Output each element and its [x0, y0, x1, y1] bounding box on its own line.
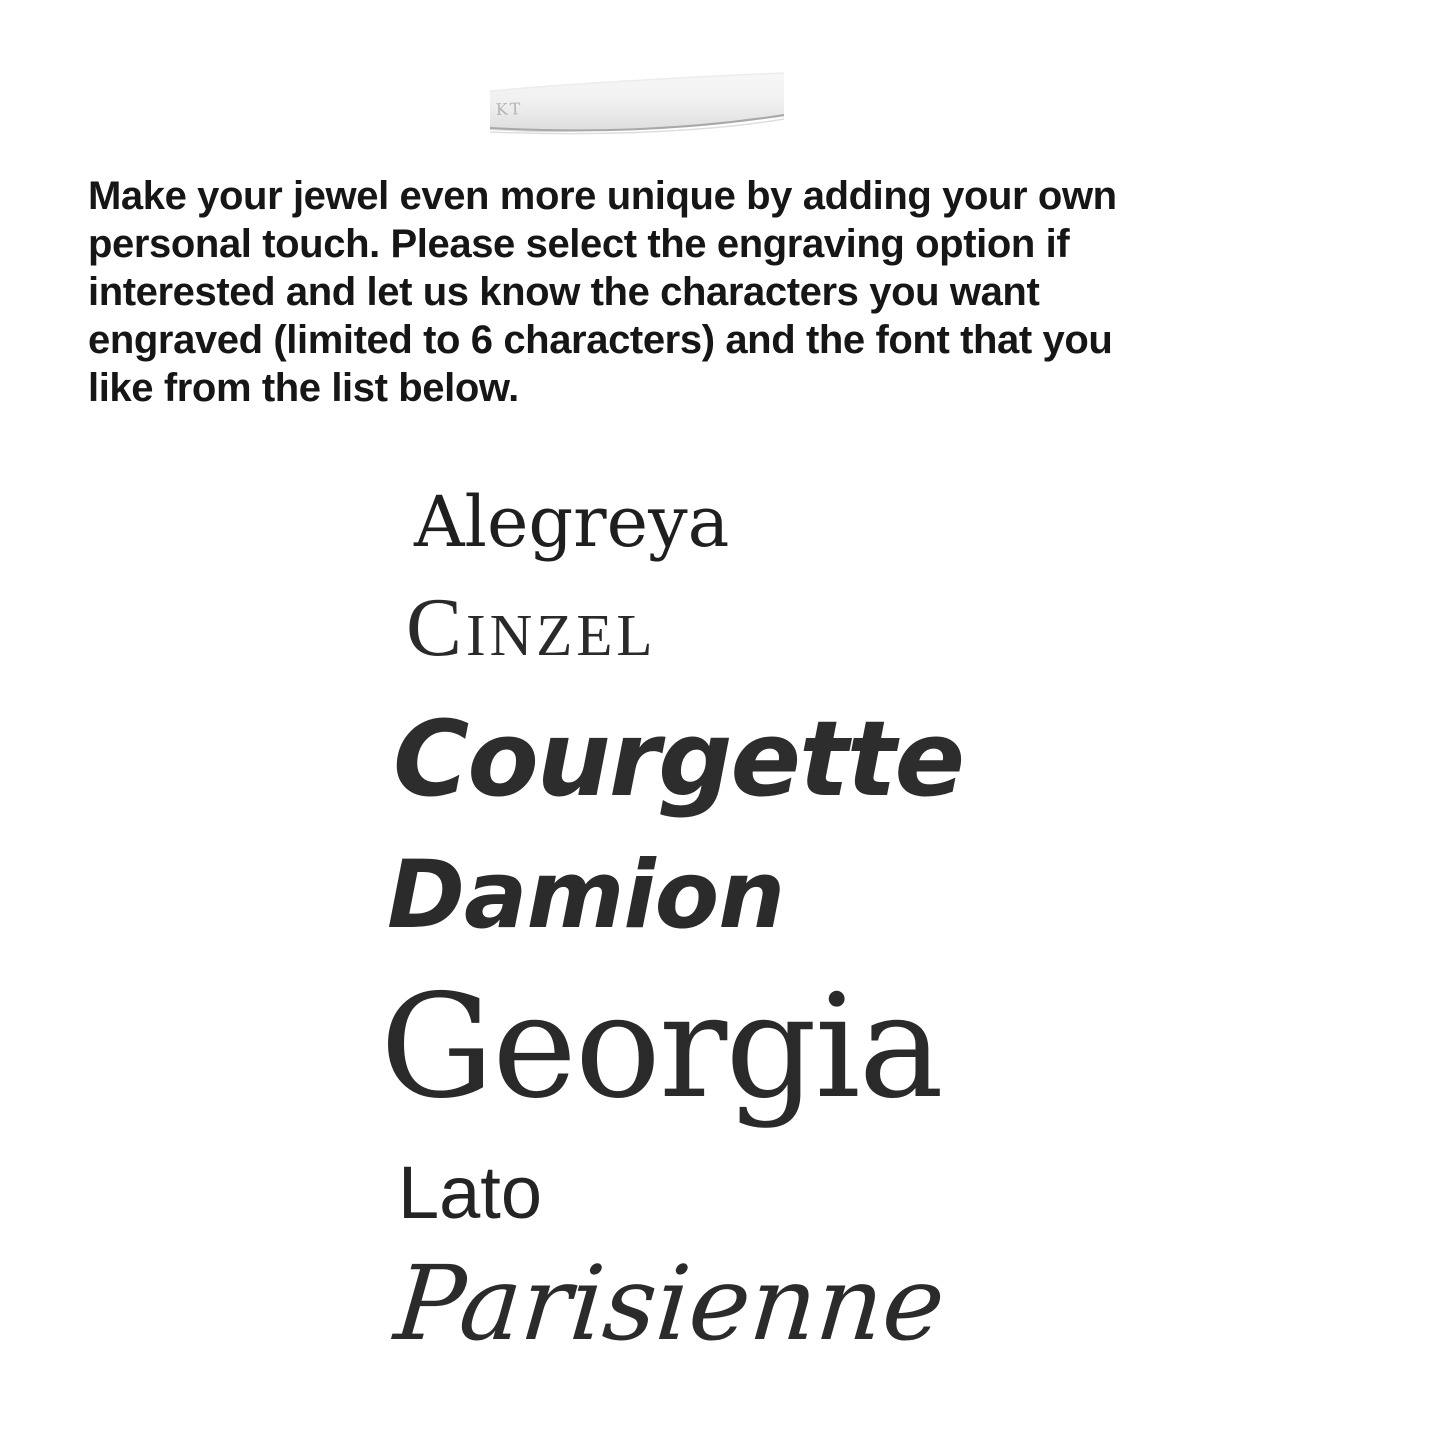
font-option-parisienne: Parisienne [390, 1244, 950, 1364]
font-option-damion: Damion [387, 841, 785, 950]
font-option-lato: Lato [398, 1151, 543, 1234]
font-option-courgette: Courgette [393, 698, 964, 820]
intro-line-5: like from the list below. [88, 366, 519, 410]
intro-line-4: engraved (limited to 6 characters) and the font that you [88, 318, 1113, 362]
intro-line-1: Make your jewel even more unique by adding your own [88, 174, 1117, 218]
intro-line-3: interested and let us know the characters you want [88, 270, 1040, 314]
font-option-alegreya: Alegreya [414, 481, 730, 563]
bracelet-band-image [490, 72, 784, 138]
bracelet-photo [490, 72, 784, 138]
font-option-cinzel: Cinzel [406, 581, 657, 674]
bracelet-engraving-text: KT [495, 99, 523, 119]
intro-paragraph [88, 172, 1368, 412]
intro-line-2: personal touch. Please select the engraving option if [88, 222, 1070, 266]
bracelet-band-shape [490, 73, 784, 132]
font-option-georgia: Georgia [380, 963, 942, 1130]
